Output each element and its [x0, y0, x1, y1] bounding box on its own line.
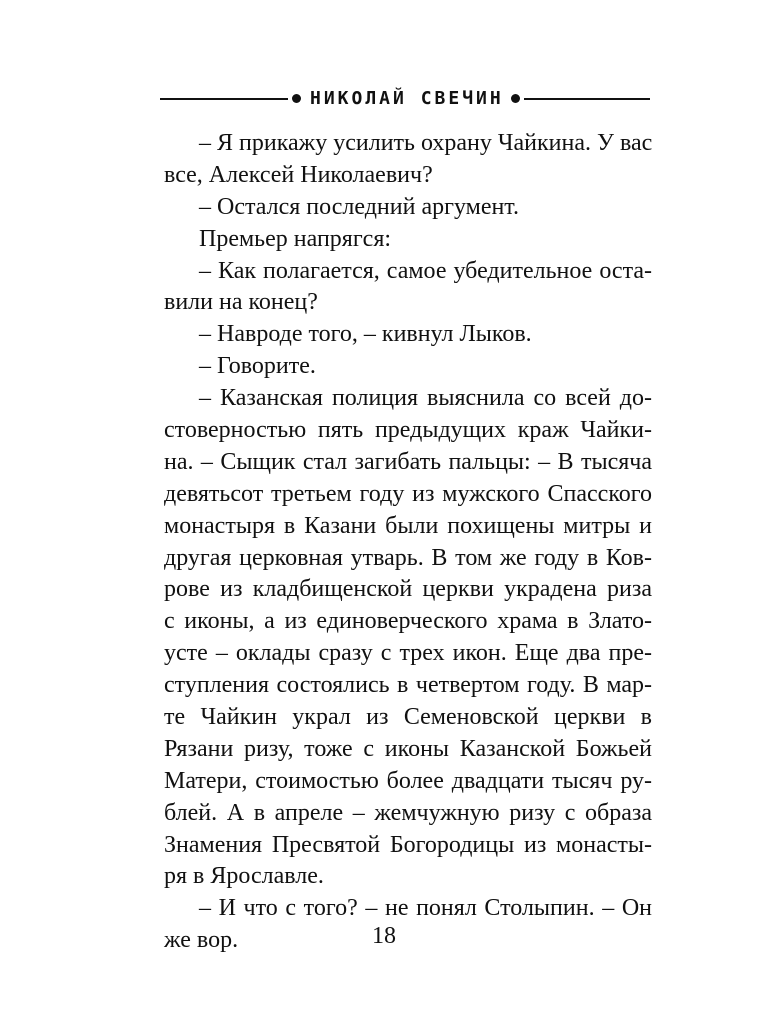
running-head-title: НИКОЛАЙ СВЕЧИН: [310, 88, 504, 109]
text-line: усте – оклады сразу с трех икон. Еще два пре-: [164, 640, 652, 667]
text-line: те Чайкин украл из Семеновской церкви в: [164, 704, 652, 731]
text-line: ступления состоялись в четвертом году. В мар-: [164, 672, 652, 699]
text-line: же вор.: [164, 927, 239, 954]
header-dot-left: [292, 94, 301, 103]
text-line: ря в Ярославле.: [164, 863, 324, 890]
running-head: [160, 86, 650, 112]
text-line: Матери, стоимостью более двадцати тысяч ру-: [164, 767, 652, 794]
text-line: Знамения Пресвятой Богородицы из монасты-: [164, 831, 652, 858]
text-line: – И что с того? – не понял Столыпин. – Он: [199, 895, 652, 922]
body-text: [164, 128, 652, 957]
text-line: с иконы, а из единоверческого храма в Злато-: [164, 608, 652, 635]
text-line: Рязани ризу, тоже с иконы Казанской Божьей: [164, 735, 652, 762]
text-line: вили на конец?: [164, 289, 318, 316]
text-line: блей. А в апреле – жемчужную ризу с образа: [164, 799, 652, 826]
header-rule-right: [524, 98, 650, 100]
text-line: – Навроде того, – кивнул Лыков.: [199, 321, 532, 348]
text-line: монастыря в Казани были похищены митры и: [164, 512, 652, 539]
text-line: девятьсот третьем году из мужского Спасского: [164, 480, 652, 507]
text-line: на. – Сыщик стал загибать пальцы: – В тысяча: [164, 448, 652, 475]
page-number: 18: [372, 923, 396, 949]
text-line: – Я прикажу усилить охрану Чайкина. У вас: [199, 130, 653, 156]
header-rule-left: [160, 98, 288, 100]
header-dot-right: [511, 94, 520, 103]
text-line: – Остался последний аргумент.: [199, 193, 519, 220]
text-line: стоверностью пять предыдущих краж Чайки-: [164, 417, 652, 444]
text-line: рове из кладбищенской церкви украдена риза: [164, 576, 652, 603]
text-line: – Как полагается, самое убедительное оста-: [199, 257, 652, 284]
text-line: Премьер напрягся:: [199, 225, 392, 252]
text-line: все, Алексей Николаевич?: [164, 161, 433, 188]
text-line: – Казанская полиция выяснила со всей до-: [199, 385, 652, 412]
text-line: – Говорите.: [199, 353, 316, 380]
text-line: другая церковная утварь. В том же году в Ков-: [164, 544, 652, 571]
